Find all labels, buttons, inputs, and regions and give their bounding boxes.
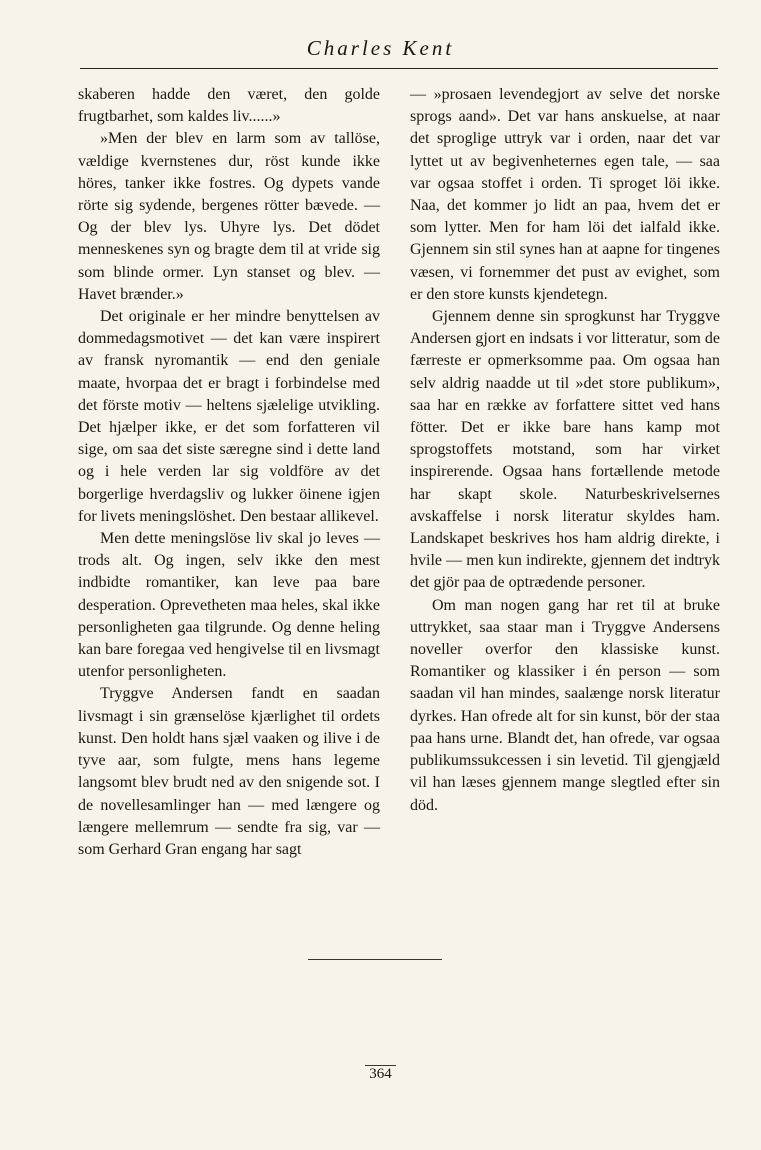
- right-column: [410, 84, 720, 817]
- paragraph: »Men der blev en larm som av tallöse, vældige kvernstenes dur, röst kunde ikke höres, tanker ikke fostres. Og dypets vande rörte sig sydende, bergenes rötter bævede. — Og der blev lys. Uhyre lys. Det dödet menneskenes syn og bragte dem til at vride sig som blinde ormer. Lyn stanset og blev. — Havet brænder.»: [78, 130, 380, 303]
- paragraph: Tryggve Andersen fandt en saadan livsmagt i sin grænselöse kjærlighet til ordets kunst. Den holdt hans sjæl vaaken og ilive i de tyve aar, som fulgte, mens hans legeme langsomt blev brudt ned av den snigende sot. I de novellesamlinger han — med længere og længere mellemrum — sendte fra sig, var — som Gerhard Gran engang har sagt: [78, 685, 380, 858]
- left-column: [78, 84, 380, 861]
- paragraph: Men dette meningslöse liv skal jo leves — trods alt. Og ingen, selv ikke den mest indbidte romantiker, kan leve paa bare desperation. Oprevetheten maa heles, skal ikke personligheten gaa tilgrunde. Og denne heling kan bare foregaa ved hengivelse til en livsmagt utenfor personligheten.: [78, 530, 380, 681]
- section-end-rule: [308, 959, 442, 960]
- paragraph: Om man nogen gang har ret til at bruke uttrykket, saa staar man i Tryggve Andersens noveller overfor den klassiske kunst. Romantiker og klassiker i én person — som saadan vil han mindes, saalænge norsk literatur dyrkes. Han ofrede alt for sin kunst, bör der staa paa hans urne. Blandt det, han ofrede, var ogsaa publikumssukcessen i sin levetid. Til gjengjæld vil han læses gjennem mange slegtled efter sin död.: [410, 596, 720, 814]
- paragraph: Det originale er her mindre benyttelsen av dommedagsmotivet — det kan være inspirert av fransk nyromantik — end den geniale maate, hvorpaa det er bragt i forbindelse med det förste motiv — heltens sjælelige utvikling. Det hjælper ikke, er det som forfatteren vil sige, om saa det siste særegne sind i dette land og i hele verden lar sig voldföre av det borgerlige hverdagsliv og lukker öinene igjen for livets meningslöshet. Den bestaar allikevel.: [78, 308, 380, 525]
- paragraph: Gjennem denne sin sprogkunst har Tryggve Andersen gjort en indsats i vor litteratur, som de færreste er opmerksomme paa. Om ogsaa han selv aldrig naadde ut til »det store publikum», saa har en række av forfattere sittet ved hans fötter. Det er ikke bare hans kamp mot sprogstoffets motstand, som har virket inspirerende. Ogsaa hans fortællende metode har skapt skole. Naturbeskrivelsernes avskaffelse i norsk literatur skyldes ham. Landskapet beskrives hos ham aldrig direkte, i hvile — men kun indirekte, gjennem det indtryk det gjör paa de optrædende personer.: [410, 308, 720, 592]
- page-number: 364: [365, 1065, 396, 1082]
- header-rule: [80, 68, 718, 69]
- paragraph: — »prosaen levendegjort av selve det norske sprogs aand». Det var hans anskuelse, at naar det sproglige uttryk var i orden, naar det var lyttet ut av begivenheternes egen tale, — saa var ogsaa stoffet i orden. Ti sproget löi ikke. Naa, det kommer jo lidt an paa, hvem det er som lytter. Men for ham löi det ialfald ikke. Gjennem sin stil synes han at aapne for tingenes væsen, vi fornemmer det pust av evighet, som er den store kunsts kjendetegn.: [410, 86, 720, 303]
- paragraph: skaberen hadde den været, den golde frugtbarhet, som kaldes liv......»: [78, 86, 380, 126]
- running-head-title: Charles Kent: [306, 36, 455, 60]
- page-number-container: [0, 1066, 761, 1083]
